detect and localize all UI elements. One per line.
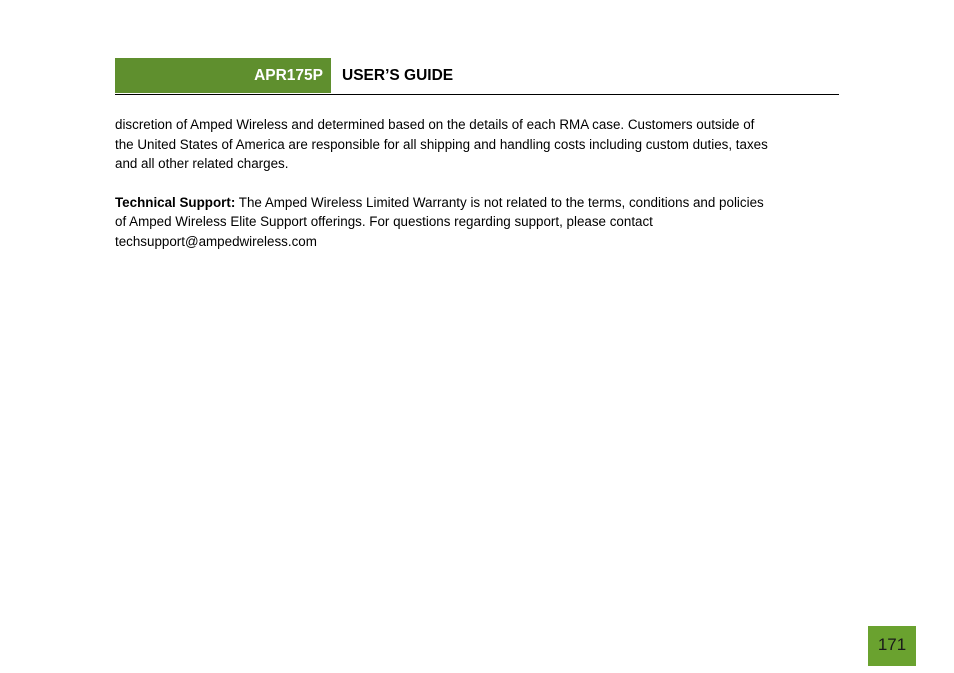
page-header [115,58,839,95]
guide-title: USER’S GUIDE [342,67,454,84]
page-number: 171 [868,626,916,666]
warranty-line-1: discretion of Amped Wireless and determined based on the details of each RMA case. Customers outside of [115,117,755,132]
support-email: techsupport@ampedwireless.com [115,233,317,249]
page-content [115,115,839,270]
warranty-line-3: and all other related charges. [115,156,289,171]
support-line-1: The Amped Wireless Limited Warranty is not related to the terms, conditions and policies [235,194,764,210]
model-label: APR175P [115,58,331,93]
technical-support-paragraph [115,193,839,252]
support-line-2: of Amped Wireless Elite Support offerings. For questions regarding support, please contact [115,214,653,229]
warranty-line-2: the United States of America are responsible for all shipping and handling costs including custom duties, taxes [115,136,768,152]
technical-support-label: Technical Support: [115,194,236,210]
warranty-paragraph [115,115,839,174]
